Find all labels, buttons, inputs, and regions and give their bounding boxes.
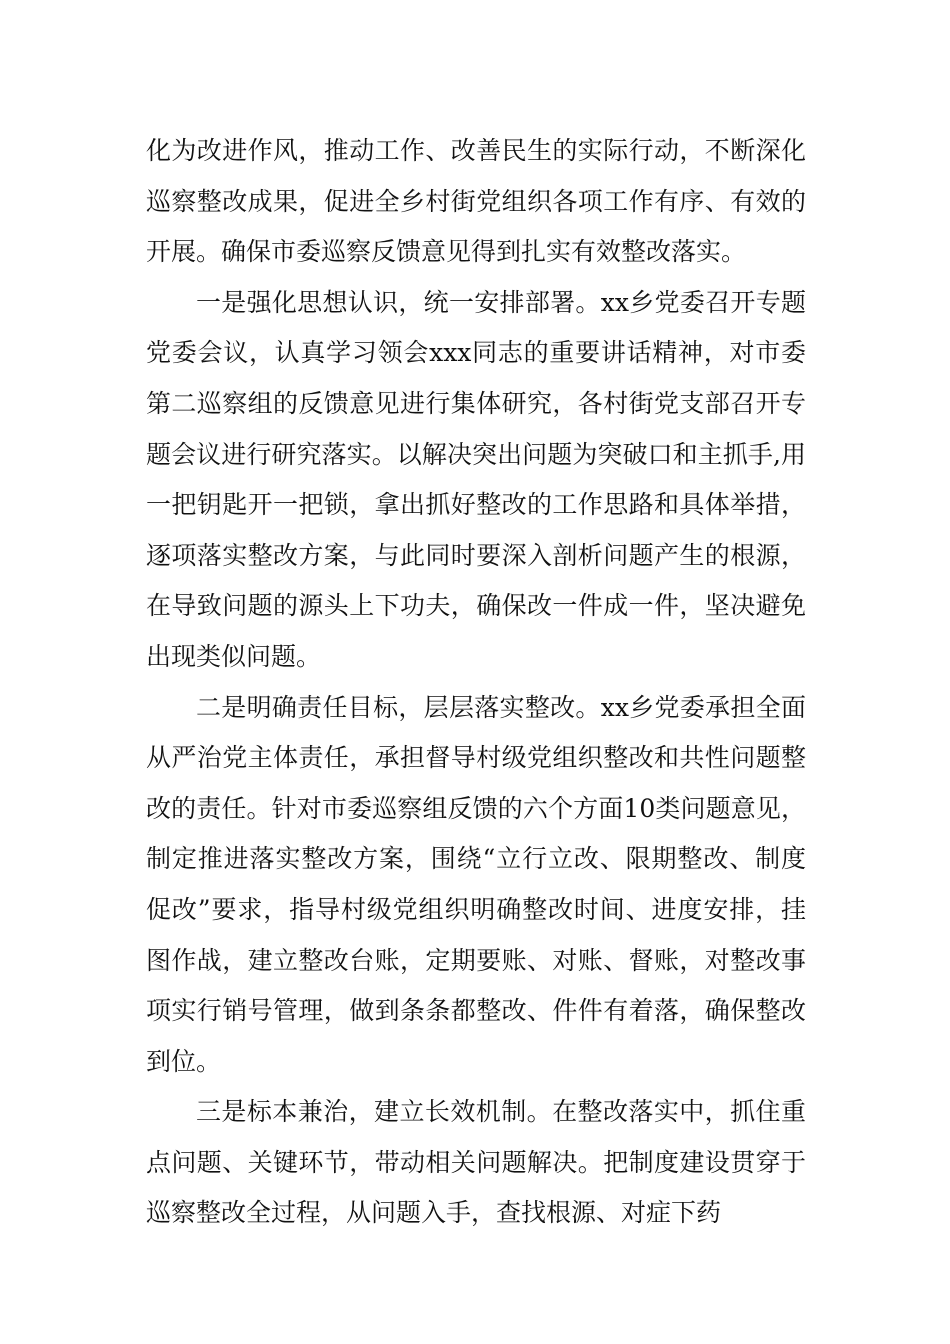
document-body (146, 126, 806, 1239)
paragraph-thought-awareness: 一是强化思想认识，统一安排部署。xx乡党委召开专题党委会议，认真学习领会xxx同志的重要讲话精神，对市委第二巡察组的反馈意见进行集体研究，各村街党支部召开专题会议进行研究落实。以解决突出问题为突破口和主抓手,用一把钥匙开一把锁，拿出抓好整改的工作思路和具体举措，逐项落实整改方案，与此同时要深入剖析问题产生的根源，在导致问题的源头上下功夫，确保改一件成一件，坚决避免出现类似问题。 (146, 287, 806, 671)
paragraph-responsibility-goals: 二是明确责任目标，层层落实整改。xx乡党委承担全面从严治党主体责任，承担督导村级党组织整改和共性问题整改的责任。针对市委巡察组反馈的六个方面10类问题意见，制定推进落实整改方案，围绕“立行立改、限期整改、制度促改”要求，指导村级党组织明确整改时间、进度安排，挂图作战，建立整改台账，定期要账、对账、督账，对整改事项实行销号管理，做到条条都整改、件件有着落，确保整改到位。 (146, 692, 806, 1076)
paragraph-continuation: 化为改进作风，推动工作、改善民生的实际行动，不断深化巡察整改成果，促进全乡村街党组织各项工作有序、有效的开展。确保市委巡察反馈意见得到扎实有效整改落实。 (146, 136, 806, 267)
paragraph-long-term-mechanism: 三是标本兼治，建立长效机制。在整改落实中，抓住重点问题、关键环节，带动相关问题解决。把制度建设贯穿于巡察整改全过程，从问题入手，查找根源、对症下药 (146, 1097, 806, 1228)
